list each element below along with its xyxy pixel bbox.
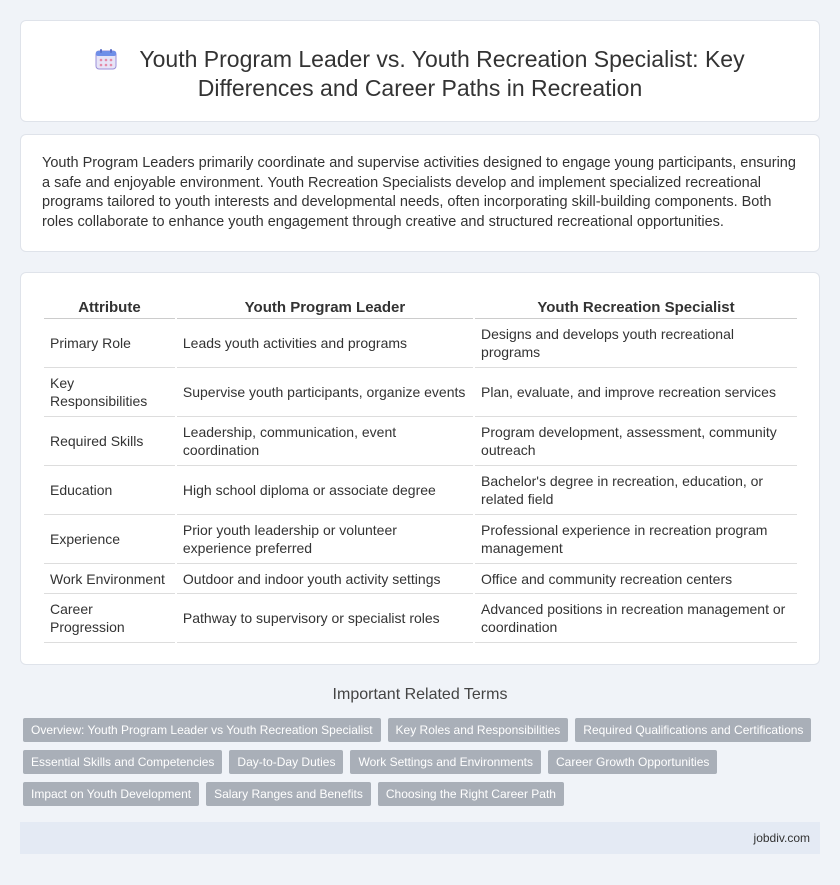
table-row: [44, 417, 797, 466]
row-attribute: Education: [44, 466, 175, 515]
row-program-leader: Pathway to supervisory or specialist roles: [177, 594, 473, 643]
row-program-leader: High school diploma or associate degree: [177, 466, 473, 515]
row-recreation-specialist: Designs and develops youth recreational programs: [475, 319, 797, 368]
table-row: [44, 564, 797, 594]
calendar-icon: [95, 48, 117, 70]
related-tag[interactable]: Career Growth Opportunities: [548, 750, 717, 774]
related-tag[interactable]: Required Qualifications and Certifications: [575, 718, 811, 742]
intro-paragraph: Youth Program Leaders primarily coordinate and supervise activities designed to engage young participants, ensuring a safe and enjoyable environment. Youth Recreation Specialists develop and implement specialized recreational programs tailored to youth interests and developmental needs, often incorporating skill-building components. Both roles collaborate to enhance youth engagement through creative and structured recreational opportunities.: [42, 155, 796, 230]
row-recreation-specialist: Program development, assessment, community outreach: [475, 417, 797, 466]
row-attribute: Work Environment: [44, 564, 175, 594]
page-title-wrap: [21, 45, 819, 103]
row-program-leader: Prior youth leadership or volunteer experience preferred: [177, 515, 473, 564]
row-program-leader: Leads youth activities and programs: [177, 319, 473, 368]
header-program-leader: Youth Program Leader: [177, 295, 473, 319]
table-row: [44, 466, 797, 515]
related-tag[interactable]: Salary Ranges and Benefits: [206, 782, 371, 806]
related-tag[interactable]: Work Settings and Environments: [350, 750, 541, 774]
row-attribute: Experience: [44, 515, 175, 564]
row-program-leader: Supervise youth participants, organize events: [177, 368, 473, 417]
row-recreation-specialist: Advanced positions in recreation management or coordination: [475, 594, 797, 643]
row-recreation-specialist: Professional experience in recreation program management: [475, 515, 797, 564]
row-attribute: Key Responsibilities: [44, 368, 175, 417]
intro-card: [20, 134, 820, 252]
row-attribute: Required Skills: [44, 417, 175, 466]
row-attribute: Primary Role: [44, 319, 175, 368]
row-program-leader: Outdoor and indoor youth activity settings: [177, 564, 473, 594]
related-tag[interactable]: Overview: Youth Program Leader vs Youth Recreation Specialist: [23, 718, 381, 742]
header-attribute: Attribute: [44, 295, 175, 319]
table-row: [44, 368, 797, 417]
footer-site-link[interactable]: jobdiv.com: [753, 831, 810, 845]
row-program-leader: Leadership, communication, event coordination: [177, 417, 473, 466]
related-tag[interactable]: Key Roles and Responsibilities: [388, 718, 569, 742]
row-recreation-specialist: Bachelor's degree in recreation, education, or related field: [475, 466, 797, 515]
related-tag[interactable]: Impact on Youth Development: [23, 782, 199, 806]
footer: [20, 822, 820, 854]
row-recreation-specialist: Plan, evaluate, and improve recreation services: [475, 368, 797, 417]
table-row: [44, 515, 797, 564]
related-terms-title: Important Related Terms: [332, 686, 508, 703]
table-header-row: [44, 295, 797, 319]
row-recreation-specialist: Office and community recreation centers: [475, 564, 797, 594]
related-tag[interactable]: Choosing the Right Career Path: [378, 782, 564, 806]
related-tag[interactable]: Day-to-Day Duties: [229, 750, 343, 774]
comparison-card: [20, 272, 820, 665]
table-row: [44, 594, 797, 643]
title-card: [20, 20, 820, 122]
comparison-table: [42, 295, 799, 643]
header-recreation-specialist: Youth Recreation Specialist: [475, 295, 797, 319]
table-row: [44, 319, 797, 368]
row-attribute: Career Progression: [44, 594, 175, 643]
related-tag[interactable]: Essential Skills and Competencies: [23, 750, 222, 774]
related-terms-tags: [23, 718, 823, 814]
page-title: Youth Program Leader vs. Youth Recreation Specialist: Key Differences and Career Paths in Recreation: [139, 46, 745, 101]
